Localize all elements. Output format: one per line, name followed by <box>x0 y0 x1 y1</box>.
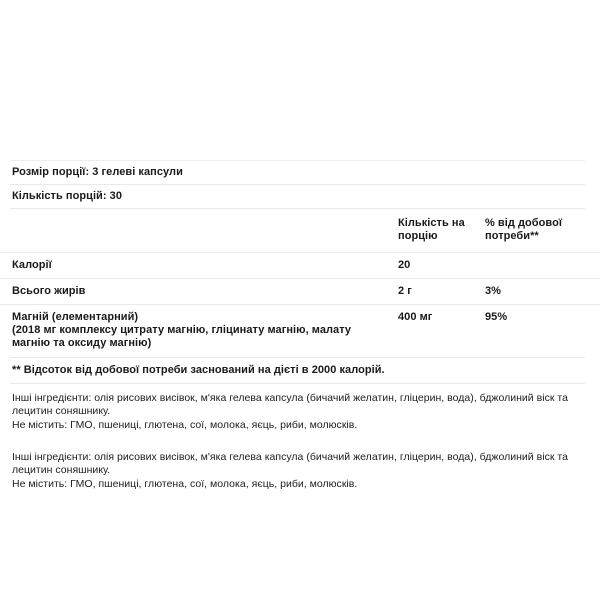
nutrient-amount: 2 г <box>388 279 475 305</box>
column-header-daily-value: % від добової потреби** <box>485 217 562 242</box>
other-ingredients-text: Інші інгредієнти: олія рисових висівок, м'яка гелева капсула (бичачий желатин, гліцерин, вода), бджолиний віск та лецитин соняшнику. <box>12 451 568 476</box>
table-row <box>0 305 600 358</box>
nutrient-amount: 20 <box>388 253 475 279</box>
ingredients-block <box>0 384 600 432</box>
nutrient-name: Магній (елементарний) <box>12 311 139 323</box>
nutrient-name-detail: (2018 мг комплексу цитрату магнію, гліцинату магнію, малату магнію та оксиду магнію) <box>12 324 352 349</box>
other-ingredients-text: Інші інгредієнти: олія рисових висівок, м'яка гелева капсула (бичачий желатин, гліцерин, вода), бджолиний віск та лецитин соняшнику. <box>12 392 568 417</box>
nutrient-name-cell <box>0 279 388 305</box>
table-header-row <box>0 209 600 253</box>
daily-value-footnote: ** Відсоток від добової потреби заснований на дієті в 2000 калорій. <box>10 357 585 383</box>
column-header-nutrient <box>0 209 388 253</box>
nutrient-daily-value: 3% <box>475 279 600 305</box>
column-header-amount-per-serving: Кількість на порцію <box>398 217 465 242</box>
allergen-free-text: Не містить: ГМО, пшениці, глютена, сої, молока, яєць, риби, молюсків. <box>12 478 358 490</box>
nutrition-table-body <box>0 253 600 358</box>
nutrition-table <box>0 209 600 357</box>
nutrient-name: Калорії <box>12 259 52 271</box>
ingredients-block-duplicate <box>0 432 600 491</box>
allergen-free-text: Не містить: ГМО, пшениці, глютена, сої, молока, яєць, риби, молюсків. <box>12 419 358 431</box>
supplement-facts-panel <box>0 160 600 491</box>
nutrient-daily-value: 95% <box>475 305 600 358</box>
nutrient-name-cell <box>0 305 388 358</box>
table-row <box>0 279 600 305</box>
nutrient-name: Всього жирів <box>12 285 86 297</box>
nutrient-name-cell <box>0 253 388 279</box>
nutrition-table-head <box>0 209 600 253</box>
serving-size-row: Розмір порції: 3 гелеві капсули <box>12 166 183 178</box>
table-row <box>0 253 600 279</box>
nutrient-daily-value <box>475 253 600 279</box>
nutrient-amount: 400 мг <box>388 305 475 358</box>
servings-per-container-row: Кількість порцій: 30 <box>12 190 123 202</box>
